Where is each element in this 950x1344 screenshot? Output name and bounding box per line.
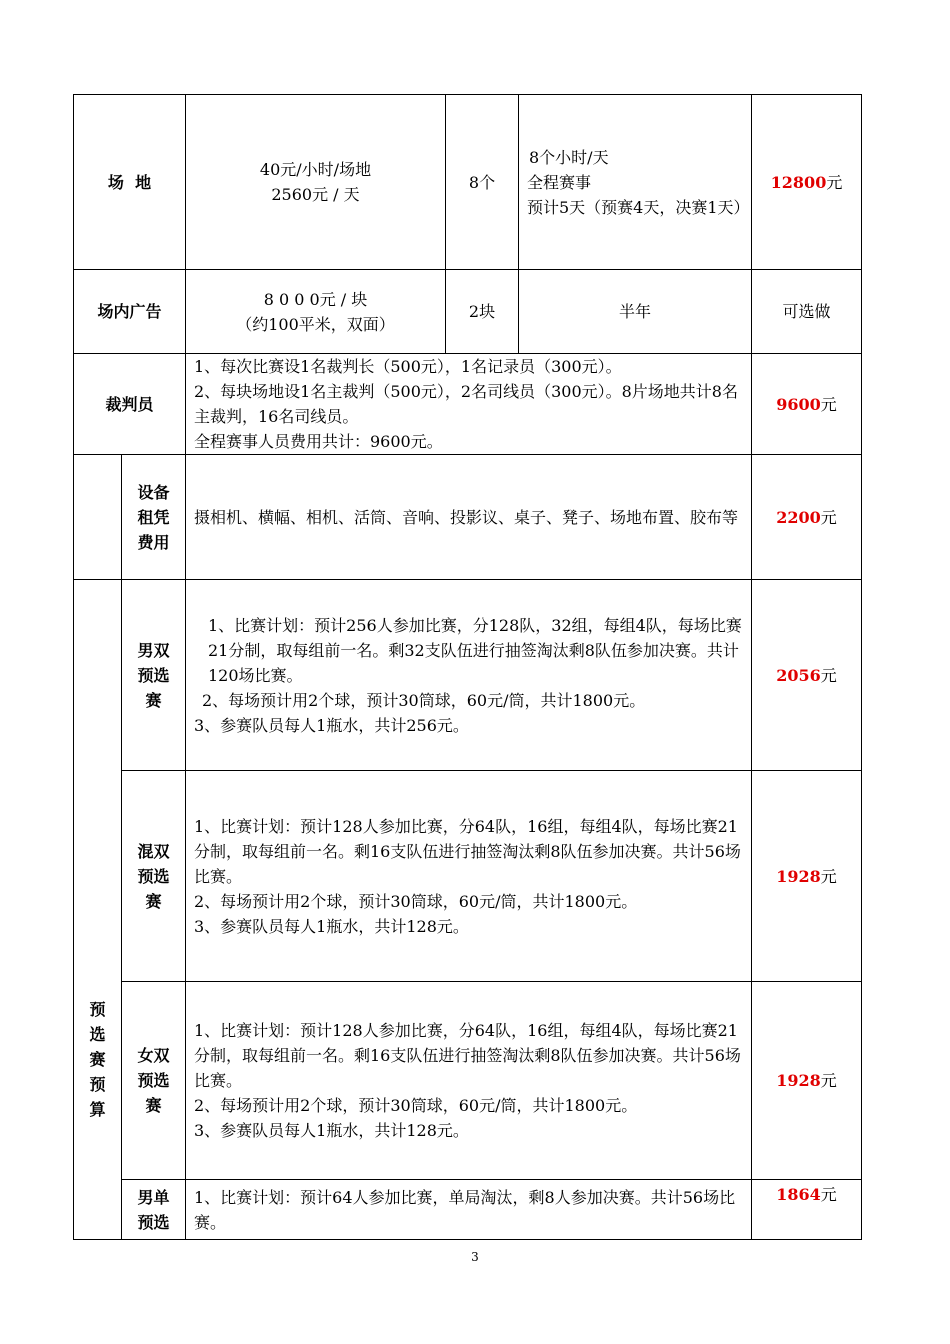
venue-note bbox=[519, 95, 752, 270]
womens-doubles-amount bbox=[752, 982, 862, 1180]
page-number: 3 bbox=[471, 1250, 479, 1264]
ads-qty: 2块 bbox=[446, 270, 519, 354]
mixed-doubles-amount-value: 1928 bbox=[776, 866, 821, 886]
mens-singles-amount-value: 1864 bbox=[776, 1185, 821, 1204]
mixed-doubles-line1: 1、比赛计划：预计128人参加比赛，分64队，16组，每组4队，每场比赛21分制，取每组前一名。剩16支队伍进行抽签淘汰剩8队伍参加决赛。共计56场比赛。 bbox=[194, 816, 741, 886]
ads-note: 半年 bbox=[519, 270, 752, 354]
mens-doubles-amount-value: 2056 bbox=[776, 665, 821, 685]
equipment-amount-unit: 元 bbox=[820, 507, 837, 527]
ads-price-line1: 8 0 0 0元 / 块 bbox=[263, 289, 368, 309]
venue-price-line2: 2560元 / 天 bbox=[271, 185, 360, 204]
prelim-group-label: 预选赛预算 bbox=[74, 580, 122, 1240]
venue-note-line3: 预计5天（预赛4天，决赛1天） bbox=[527, 197, 750, 217]
mixed-doubles-row bbox=[74, 771, 862, 982]
mens-singles-line1: 1、比赛计划：预计64人参加比赛，单局淘汰，剩8人参加决赛。共计56场比赛。 bbox=[194, 1187, 736, 1232]
referee-line2: 2、每块场地设1名主裁判（500元），2名司线员（300元）。8片场地共计8名主裁判，16名司线员。 bbox=[194, 382, 738, 426]
mens-doubles-line3: 3、参赛队员每人1瓶水，共计256元。 bbox=[194, 715, 469, 735]
mens-singles-amount bbox=[752, 1180, 862, 1240]
ads-price-line2: （约100平米，双面） bbox=[236, 314, 395, 334]
womens-doubles-line1: 1、比赛计划：预计128人参加比赛，分64队，16组，每组4队，每场比赛21分制，取每组前一名。剩16支队伍进行抽签淘汰剩8队伍参加决赛。共计56场比赛。 bbox=[194, 1021, 741, 1090]
referee-line3: 全程赛事人员费用共计：9600元。 bbox=[194, 432, 443, 451]
womens-doubles-desc bbox=[186, 982, 752, 1180]
venue-amount-value: 12800 bbox=[770, 172, 827, 192]
ads-price bbox=[186, 270, 446, 354]
mixed-doubles-line3: 3、参赛队员每人1瓶水，共计128元。 bbox=[194, 916, 469, 936]
venue-label: 场 地 bbox=[74, 95, 186, 270]
ads-label: 场内广告 bbox=[74, 270, 186, 354]
referee-label: 裁判员 bbox=[74, 354, 186, 455]
venue-price bbox=[186, 95, 446, 270]
referee-row bbox=[74, 354, 862, 455]
venue-note-line2: 全程赛事 bbox=[527, 172, 592, 192]
equipment-blank-cell bbox=[74, 455, 122, 580]
mens-doubles-desc bbox=[186, 580, 752, 771]
mens-doubles-line1: 1、比赛计划：预计256人参加比赛，分128队，32组，每组4队，每场比赛21分制，取每组前一名。剩32支队伍进行抽签淘汰剩8队伍参加决赛。共计120场比赛。 bbox=[208, 615, 742, 685]
mens-singles-label: 男单预选 bbox=[122, 1180, 186, 1240]
mens-doubles-row bbox=[74, 580, 862, 771]
mixed-doubles-desc bbox=[186, 771, 752, 982]
womens-doubles-line3: 3、参赛队员每人1瓶水，共计128元。 bbox=[194, 1121, 469, 1140]
mens-doubles-amount bbox=[752, 580, 862, 771]
womens-doubles-row bbox=[74, 982, 862, 1180]
equipment-amount-value: 2200 bbox=[776, 507, 821, 527]
womens-doubles-line2: 2、每场预计用2个球，预计30筒球，60元/筒，共计1800元。 bbox=[194, 1096, 638, 1115]
budget-table bbox=[73, 94, 862, 1240]
referee-amount bbox=[752, 354, 862, 455]
mens-doubles-label: 男双预选赛 bbox=[122, 580, 186, 771]
mens-doubles-amount-unit: 元 bbox=[820, 665, 837, 685]
referee-amount-unit: 元 bbox=[820, 394, 837, 414]
mens-singles-amount-unit: 元 bbox=[820, 1185, 837, 1204]
mixed-doubles-amount-unit: 元 bbox=[820, 866, 837, 886]
ads-amount: 可选做 bbox=[752, 270, 862, 354]
mixed-doubles-amount bbox=[752, 771, 862, 982]
referee-amount-value: 9600 bbox=[776, 394, 821, 414]
womens-doubles-label: 女双预选赛 bbox=[122, 982, 186, 1180]
womens-doubles-amount-value: 1928 bbox=[776, 1071, 821, 1090]
womens-doubles-amount-unit: 元 bbox=[820, 1071, 837, 1090]
mixed-doubles-line2: 2、每场预计用2个球，预计30筒球，60元/筒，共计1800元。 bbox=[194, 891, 638, 911]
venue-note-line1: 8个小时/天 bbox=[529, 147, 609, 167]
referee-desc bbox=[186, 354, 752, 455]
equipment-label: 设备租凭费用 bbox=[122, 455, 186, 580]
equipment-desc: 摄相机、横幅、相机、活筒、音响、投影议、桌子、凳子、场地布置、胶布等 bbox=[186, 455, 752, 580]
equipment-row bbox=[74, 455, 862, 580]
mens-singles-row bbox=[74, 1180, 862, 1240]
venue-row bbox=[74, 95, 862, 270]
venue-price-line1: 40元/小时/场地 bbox=[259, 160, 372, 179]
referee-line1: 1、每次比赛设1名裁判长（500元），1名记录员（300元）。 bbox=[194, 357, 622, 376]
equipment-amount bbox=[752, 455, 862, 580]
mens-singles-desc bbox=[186, 1180, 752, 1240]
mens-doubles-line2: 2、每场预计用2个球，预计30筒球，60元/筒，共计1800元。 bbox=[202, 690, 646, 710]
venue-amount-unit: 元 bbox=[826, 172, 843, 192]
mixed-doubles-label: 混双预选赛 bbox=[122, 771, 186, 982]
ads-row bbox=[74, 270, 862, 354]
venue-qty: 8个 bbox=[446, 95, 519, 270]
venue-amount bbox=[752, 95, 862, 270]
